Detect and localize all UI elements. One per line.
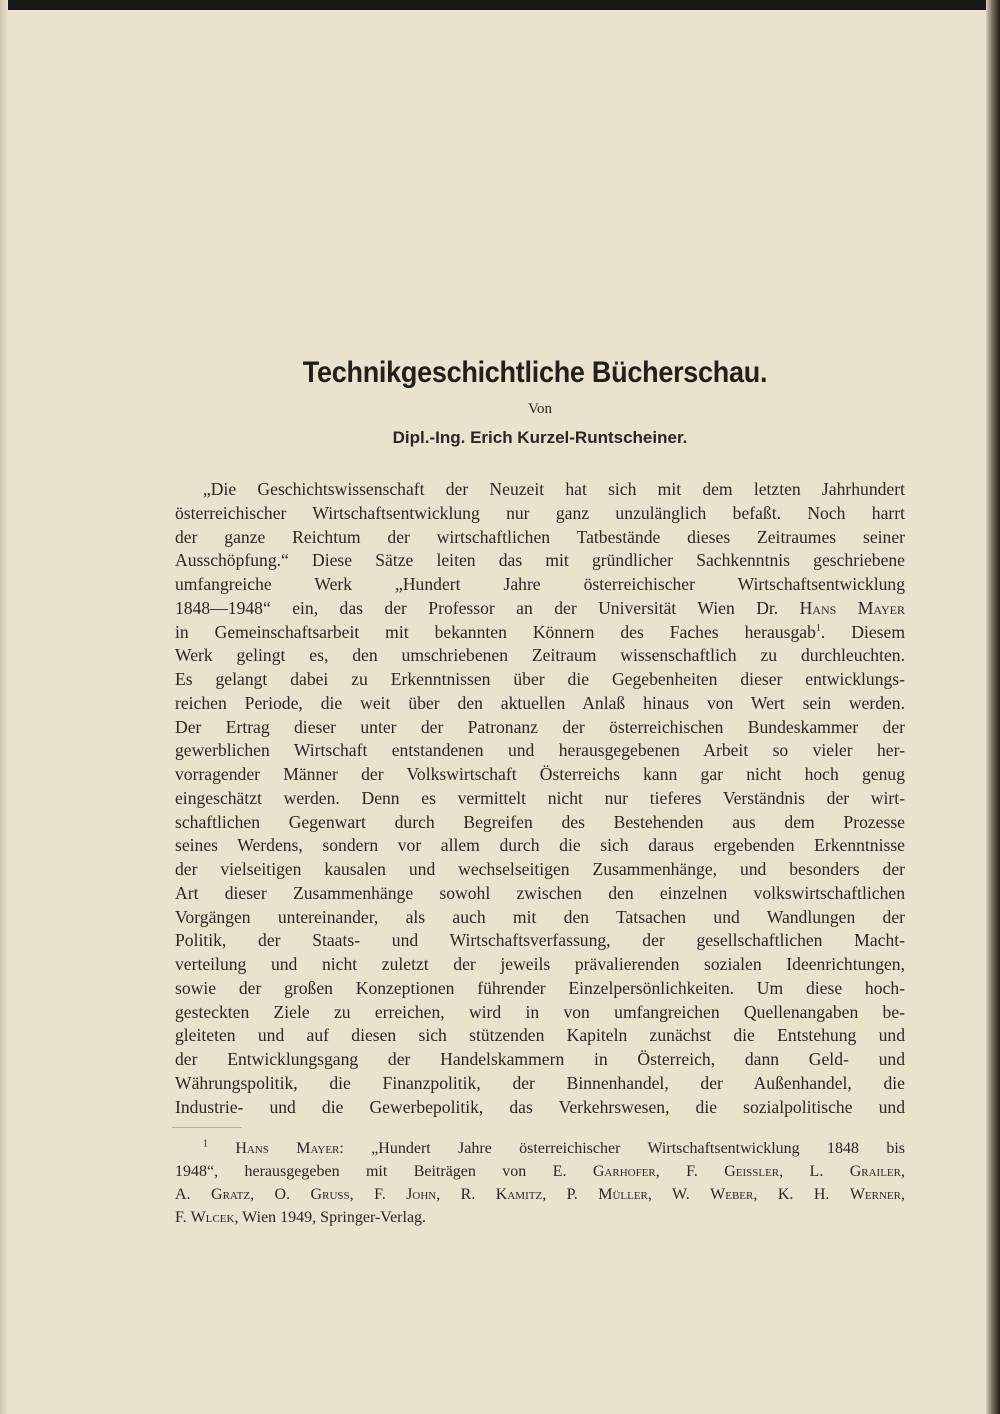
text-segment: eingeschätzt werden. Denn es vermittelt nicht nur tieferes Verständnis der wirt- xyxy=(175,787,905,808)
body-line xyxy=(175,834,905,858)
author-name: Dipl.-Ing. Erich Kurzel-Runtscheiner. xyxy=(392,428,688,447)
body-line xyxy=(175,621,905,645)
text-segment: der ganze Reichtum der wirtschaftlichen Tatbestände dieses Zeitraumes seiner xyxy=(175,526,905,547)
author-name-smallcaps: Wlcek xyxy=(190,1209,235,1226)
article-title: Technikgeschichtliche Bücherschau. xyxy=(302,356,768,389)
body-line xyxy=(175,882,905,906)
text-segment: , P. xyxy=(542,1186,599,1203)
body-line xyxy=(175,597,905,621)
text-segment xyxy=(208,1140,235,1157)
body-line xyxy=(175,668,905,692)
text-segment: verteilung und nicht zuletzt der jeweils prävalierenden sozialen Ideenrichtungen, xyxy=(175,954,905,974)
text-segment: , O. xyxy=(250,1186,311,1203)
scan-left-edge xyxy=(0,0,8,1414)
article-body xyxy=(175,478,905,1119)
text-segment: Ausschöpfung.“ Diese Sätze leiten das mit gründlicher Sachkenntnis geschriebene xyxy=(175,550,905,571)
body-line xyxy=(175,953,905,977)
footnote-line xyxy=(175,1183,905,1206)
text-segment: schaftlichen Gegenwart durch Begreifen des Bestehenden aus dem Prozesse xyxy=(175,811,905,832)
body-line xyxy=(175,692,905,716)
author-name-smallcaps: Werner xyxy=(849,1186,901,1203)
footnote xyxy=(175,1137,905,1229)
text-segment: Industrie- und die Gewerbepolitik, das Verkehrswesen, die sozialpolitische und xyxy=(175,1096,905,1117)
author-name-smallcaps: Garhofer xyxy=(592,1163,656,1180)
author-name-smallcaps: Müller xyxy=(598,1186,648,1203)
body-line xyxy=(175,573,905,597)
text-segment: gewerblichen Wirtschaft entstandenen und herausgegebenen Arbeit so vieler her- xyxy=(175,740,905,761)
footnote-marker: 1 xyxy=(815,622,821,634)
text-segment: , xyxy=(901,1163,905,1180)
author-name-smallcaps: Weber xyxy=(710,1186,754,1203)
text-segment: , R. xyxy=(436,1186,496,1203)
text-segment: A. xyxy=(175,1186,212,1203)
footnote-line xyxy=(175,1160,905,1183)
body-line xyxy=(175,1072,905,1096)
text-segment: österreichischer Wirtschaftsentwicklung nur ganz unzulänglich befaßt. Noch harrt xyxy=(175,502,905,523)
text-segment: Der Ertrag dieser unter der Patronanz der österreichischen Bundeskammer der xyxy=(175,716,905,737)
text-segment: , K. H. xyxy=(753,1186,850,1203)
body-line xyxy=(175,739,905,763)
text-segment: , Wien 1949, Springer-Verlag. xyxy=(234,1209,427,1226)
body-line xyxy=(175,811,905,835)
text-segment: gesteckten Ziele zu erreichen, wird in von umfangreichen Quellenangaben be- xyxy=(175,1001,905,1022)
body-line xyxy=(175,977,905,1001)
body-line xyxy=(175,549,905,573)
author-name-smallcaps: Gruss xyxy=(310,1186,350,1203)
footnote-line xyxy=(175,1137,905,1160)
text-segment: , L. xyxy=(779,1163,850,1180)
body-line xyxy=(175,478,905,502)
body-line xyxy=(175,1096,905,1120)
text-segment: , xyxy=(901,1186,905,1203)
text-segment: Werk gelingt es, den umschriebenen Zeitraum wissenschaftlich zu durchleuchten. xyxy=(175,645,905,666)
text-segment: 1848—1948“ ein, das der Professor an der Universität Wien Dr. xyxy=(175,597,800,618)
author-name-smallcaps: Hans Mayer xyxy=(235,1140,340,1157)
text-segment: : „Hundert Jahre österreichischer Wirtschaftsentwicklung 1848 bis xyxy=(339,1140,905,1157)
text-segment: Art dieser Zusammenhänge sowohl zwischen den einzelnen volkswirtschaftlichen xyxy=(175,882,905,903)
footnote-separator xyxy=(172,1127,242,1128)
text-segment: F. xyxy=(175,1209,191,1226)
text-segment: , F. xyxy=(655,1163,725,1180)
author-name-smallcaps: Gratz xyxy=(211,1186,251,1203)
byline-prefix: Von xyxy=(528,401,552,417)
text-segment: der Entwicklungsgang der Handelskammern in Österreich, dann Geld- und xyxy=(175,1049,905,1069)
text-segment: sowie der großen Konzeptionen führender Einzelpersönlichkeiten. Um diese hoch- xyxy=(175,977,905,998)
scan-top-border xyxy=(0,0,1000,10)
text-segment: , F. xyxy=(349,1186,407,1203)
text-segment: Politik, der Staats- und Wirtschaftsverfassung, der gesellschaftlichen Macht- xyxy=(175,930,905,951)
text-segment: reichen Periode, die weit über den aktuellen Anlaß hinaus von Wert sein werden. xyxy=(175,692,905,713)
author-name-smallcaps: Grailer xyxy=(849,1163,901,1180)
text-segment: gleiteten und auf diesen sich stützenden Kapiteln zunächst die Entstehung und xyxy=(175,1025,905,1046)
body-line xyxy=(175,929,905,953)
body-line xyxy=(175,763,905,787)
body-line xyxy=(175,502,905,526)
text-segment: seines Werdens, sondern vor allem durch die sich daraus ergebenden Erkenntnisse xyxy=(175,835,905,856)
scan-right-edge xyxy=(986,0,1000,1414)
text-segment: umfangreiche Werk „Hundert Jahre österreichischer Wirtschaftsentwicklung xyxy=(175,574,905,594)
body-line xyxy=(175,858,905,882)
text-segment: in Gemeinschaftsarbeit mit bekannten Könnern des Faches herausgab xyxy=(175,621,816,642)
body-line xyxy=(175,787,905,811)
body-line xyxy=(175,1001,905,1025)
body-line xyxy=(175,1048,905,1072)
author-name-smallcaps: John xyxy=(406,1186,437,1203)
text-segment: „Die Geschichtswissenschaft der Neuzeit hat sich mit dem letzten Jahrhundert xyxy=(203,479,905,499)
footnote-marker: 1 xyxy=(203,1138,208,1150)
text-segment: Währungspolitik, die Finanzpolitik, der Binnenhandel, der Außenhandel, die xyxy=(175,1072,905,1093)
author-name-smallcaps: Kamitz xyxy=(495,1186,543,1203)
text-segment: Vorgängen untereinander, als auch mit den Tatsachen und Wandlungen der xyxy=(175,906,905,927)
body-line xyxy=(175,716,905,740)
text-segment: , W. xyxy=(647,1186,711,1203)
body-line xyxy=(175,526,905,550)
text-segment: . Diesem xyxy=(820,621,905,642)
body-line xyxy=(175,1024,905,1048)
body-line xyxy=(175,906,905,930)
footnote-line xyxy=(175,1206,905,1229)
body-line xyxy=(175,644,905,668)
text-segment: Es gelangt dabei zu Erkenntnissen über die Gegebenheiten dieser entwicklungs- xyxy=(175,669,905,689)
text-segment: der vielseitigen kausalen und wechselseitigen Zusammenhänge, und besonders der xyxy=(175,859,905,879)
author-name-smallcaps: Geissler xyxy=(724,1163,780,1180)
text-segment: vorragender Männer der Volkswirtschaft Österreichs kann gar nicht hoch genug xyxy=(175,764,905,784)
text-segment: 1948“, herausgegeben mit Beiträgen von E. xyxy=(175,1163,593,1180)
author-name-smallcaps: Hans Mayer xyxy=(799,597,905,618)
